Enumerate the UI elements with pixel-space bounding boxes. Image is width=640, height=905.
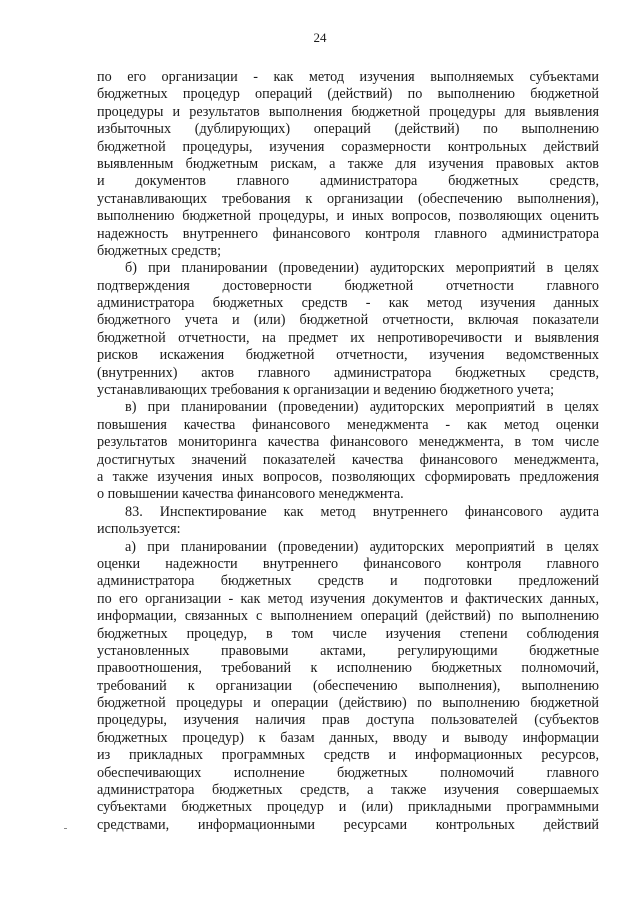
text-line: выполнению бюджетной процедуры, и иных вопросов, позволяющих оценить <box>97 208 599 225</box>
text-line: бюджетной процедуры и операции (действию) по выполнению бюджетной <box>97 695 599 712</box>
text-line: из прикладных программных средств и информационных ресурсов, <box>97 747 599 764</box>
text-line: устанавливающих требования к организации и ведению бюджетного учета; <box>97 382 555 399</box>
text-line: оценки надежности внутреннего финансового контроля главного <box>97 555 599 572</box>
text-line: требований к организации (обеспечению выполнения), выполнению <box>97 677 599 694</box>
text-line: используется: <box>97 521 181 538</box>
text-line: обеспечивающих исполнение бюджетных полномочий главного <box>97 764 599 781</box>
text-line: правоотношения, требований к исполнению бюджетных полномочий, <box>97 660 599 677</box>
text-line: достигнутых значений показателей качества финансового менеджмента, <box>97 451 599 468</box>
text-line: по его организации - как метод изучения документов и фактических данных, <box>97 590 599 607</box>
text-line: б) при планировании (проведении) аудиторских мероприятий в целях <box>125 260 599 277</box>
text-line: рисков искажения бюджетной отчетности, изучения ведомственных <box>97 347 599 364</box>
text-line: избыточных (дублирующих) операций (действий) по выполнению <box>97 121 599 138</box>
text-line: о повышении качества финансового менеджмента. <box>97 486 404 503</box>
margin-mark <box>64 828 67 829</box>
text-line: подтверждения достоверности бюджетной отчетности главного <box>97 277 599 294</box>
text-line: администратора бюджетных средств - как метод изучения данных <box>97 295 599 312</box>
text-line: администратора бюджетных средств, а также изучения совершаемых <box>97 782 599 799</box>
text-line: надежность внутреннего финансового контроля главного администратора <box>97 225 599 242</box>
text-line: бюджетных процедур операций (действий) по выполнению бюджетной <box>97 86 599 103</box>
text-line: процедуры, изучения наличия прав доступа пользователей (субъектов <box>97 712 599 729</box>
text-line: бюджетных средств; <box>97 242 222 259</box>
page-number: 24 <box>313 30 327 45</box>
text-line: бюджетной процедуры, изучения соразмерности контрольных действий <box>97 138 599 155</box>
text-line: в) при планировании (проведении) аудиторских мероприятий в целях <box>125 399 599 416</box>
text-line: бюджетных процедур) к базам данных, вводу и выводу информации <box>97 729 599 746</box>
text-line: повышения качества финансового менеджмента - как метод оценки <box>97 416 599 433</box>
text-line: результатов мониторинга качества финансового менеджмента, в том числе <box>97 434 599 451</box>
document-body <box>97 69 599 834</box>
text-line: а также изучения иных вопросов, позволяющих сформировать предложения <box>97 468 599 485</box>
text-line: средствами, информационными ресурсами контрольных действий <box>97 816 599 833</box>
text-line: выявленным бюджетным рискам, а также для изучения правовых актов <box>97 155 599 172</box>
text-line: администратора бюджетных средств и подготовки предложений <box>97 573 599 590</box>
text-line: установленных правовыми актами, регулирующими бюджетные <box>97 642 599 659</box>
text-line: бюджетной отчетности, на предмет их непротиворечивости и выявления <box>97 329 599 346</box>
text-line: и документов главного администратора бюджетных средств, <box>97 173 599 190</box>
text-line: (внутренних) актов главного администратора бюджетных средств, <box>97 364 599 381</box>
text-line: по его организации - как метод изучения выполняемых субъектами <box>97 69 599 85</box>
text-line: информации, связанных с выполнением операций (действий) по выполнению <box>97 608 599 625</box>
text-line: 83. Инспектирование как метод внутреннего финансового аудита <box>125 503 599 520</box>
text-line: субъектами бюджетных процедур и (или) прикладными программными <box>97 799 599 816</box>
text-line: бюджетного учета и (или) бюджетной отчетности, включая показатели <box>97 312 599 329</box>
text-line: а) при планировании (проведении) аудиторских мероприятий в целях <box>125 538 599 555</box>
text-line: процедуры и результатов выполнения бюджетной процедуры для выявления <box>97 103 599 120</box>
text-line: устанавливающих требования к организации (обеспечению выполнения), <box>97 190 599 207</box>
text-line: бюджетных процедур, в том числе изучения степени соблюдения <box>97 625 599 642</box>
